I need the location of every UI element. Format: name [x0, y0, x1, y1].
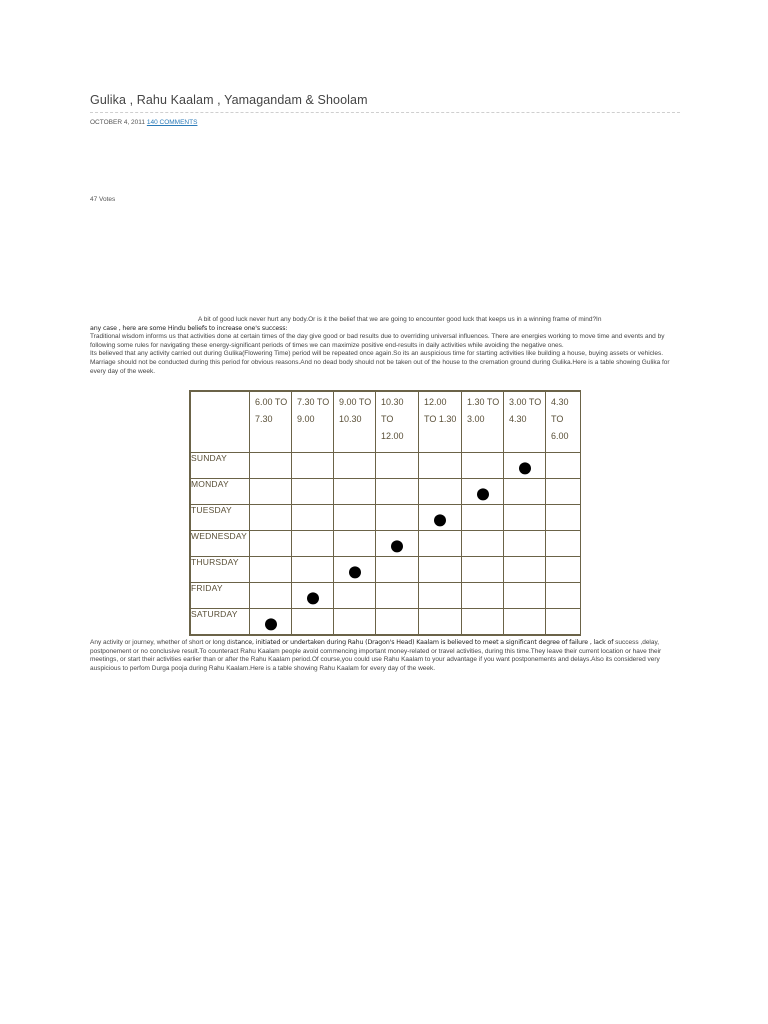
gulika-marker	[434, 514, 446, 526]
time-slot-header: 12.00 TO 1.30	[424, 397, 457, 424]
rahu-text-rest: success ,delay, postponement or no conclusive result.To counteract Rahu Kaalam people avoid commencing important money-related or travel activities, during this time.They leave their current location or have their meetings, or start their activities earlier than or after the Rahu Kaalam period.Of course,you could use Rahu Kaalam to your advantage if you want postponements and delays.Also its considered very auspicious to perfom Durga pooja during Rahu Kaalam.Here is a table showing Rahu Kaalam for every day of the week.	[90, 639, 662, 672]
table-row	[191, 479, 581, 505]
table-cell	[292, 453, 334, 479]
table-cell	[376, 609, 419, 635]
day-label: SATURDAY	[191, 609, 250, 635]
table-row	[191, 557, 581, 583]
table-cell	[250, 453, 292, 479]
table-cell	[419, 505, 462, 531]
table-cell	[462, 557, 504, 583]
votes-count: 47 Votes	[90, 196, 116, 203]
title-divider	[90, 112, 680, 113]
table-cell	[292, 531, 334, 557]
rahu-section	[90, 639, 680, 673]
table-cell	[546, 479, 581, 505]
day-label: FRIDAY	[191, 583, 250, 609]
gulika-marker	[477, 488, 489, 500]
comments-link[interactable]: 140 COMMENTS	[146, 119, 198, 126]
table-cell	[334, 453, 376, 479]
table-cell	[292, 609, 334, 635]
table-cell	[546, 531, 581, 557]
table-cell	[334, 505, 376, 531]
table-cell	[504, 531, 546, 557]
rahu-bold-run: tance, initiated or undertaken during Rahu (Dragon's Head) Kaalam is believed to meet a significant degree of failure , lack of	[235, 639, 614, 646]
rahu-text-start: Any activity or journey, whether of short or long dis	[90, 639, 236, 646]
table-cell	[504, 583, 546, 609]
table-cell	[504, 557, 546, 583]
intro-section	[90, 316, 680, 376]
table-row	[191, 505, 581, 531]
intro-lead: A bit of good luck never hurt any body.Or is it the belief that we are going to encounter good luck that keeps us in a winning frame of mind?In	[198, 316, 602, 323]
table-cell	[419, 531, 462, 557]
table-cell	[462, 609, 504, 635]
table-cell	[250, 609, 292, 635]
table-cell	[334, 583, 376, 609]
table-cell	[419, 609, 462, 635]
time-slot-header: 9.00 TO 10.30	[339, 397, 372, 424]
table-cell	[334, 609, 376, 635]
post-date: OCTOBER 4, 2011	[90, 119, 146, 126]
post-meta	[90, 119, 197, 126]
table-cell	[250, 583, 292, 609]
table-cell	[419, 583, 462, 609]
time-slot-header: 3.00 TO 4.30	[509, 397, 542, 424]
table-cell	[504, 609, 546, 635]
table-row	[191, 609, 581, 635]
table-cell	[292, 557, 334, 583]
table-cell	[376, 453, 419, 479]
table-cell	[462, 479, 504, 505]
table-cell	[250, 531, 292, 557]
table-cell	[376, 557, 419, 583]
table-cell	[546, 505, 581, 531]
table-row	[191, 583, 581, 609]
table-cell	[546, 583, 581, 609]
table-cell	[334, 479, 376, 505]
day-label: MONDAY	[191, 479, 250, 505]
table-cell	[292, 479, 334, 505]
day-label: WEDNESDAY	[191, 531, 250, 557]
table-cell	[419, 453, 462, 479]
time-slot-header: 10.30 TO 12.00	[381, 397, 404, 441]
table-cell	[504, 505, 546, 531]
table-corner-cell	[191, 392, 250, 453]
time-slot-header: 7.30 TO 9.00	[297, 397, 330, 424]
table-cell	[334, 557, 376, 583]
table-cell	[462, 453, 504, 479]
table-cell	[292, 583, 334, 609]
table-cell	[250, 505, 292, 531]
table-cell	[292, 505, 334, 531]
table-cell	[419, 557, 462, 583]
gulika-marker	[391, 540, 403, 552]
table-cell	[504, 453, 546, 479]
table-cell	[462, 531, 504, 557]
table-row	[191, 531, 581, 557]
table-cell	[462, 583, 504, 609]
table-cell	[504, 479, 546, 505]
table-cell	[376, 531, 419, 557]
day-label: SUNDAY	[191, 453, 250, 479]
table-cell	[376, 505, 419, 531]
table-cell	[250, 479, 292, 505]
table-cell	[419, 479, 462, 505]
table-cell	[462, 505, 504, 531]
intro-paragraph-2: Its believed that any activity carried out during Gulika(Flowering Time) period will be repeated once again.So its an auspicious time for starting activities like building a house, buying assets or vehicles. Marriage should not be conducted during this period for obvious reasons.And no dead body should not be taken out of the house to the cremation ground during Gulika.Here is a table showing Gulika for every day of the week.	[90, 350, 670, 375]
time-slot-header: 1.30 TO 3.00	[467, 397, 500, 424]
time-slot-header: 4.30 TO 6.00	[551, 397, 569, 441]
table-cell	[250, 557, 292, 583]
table-cell	[334, 531, 376, 557]
table-cell	[376, 479, 419, 505]
gulika-marker	[265, 618, 277, 630]
time-slot-header: 6.00 TO 7.30	[255, 397, 288, 424]
day-label: TUESDAY	[191, 505, 250, 531]
table-cell	[546, 609, 581, 635]
intro-bold-line: any case , here are some Hindu beliefs to increase one's success:	[90, 324, 288, 332]
day-label: THURSDAY	[191, 557, 250, 583]
table-cell	[376, 583, 419, 609]
gulika-table	[189, 390, 581, 636]
table-header-row	[191, 392, 581, 453]
gulika-marker	[349, 566, 361, 578]
gulika-marker	[519, 462, 531, 474]
table-cell	[546, 557, 581, 583]
table-cell	[546, 453, 581, 479]
gulika-marker	[307, 592, 319, 604]
post-title: Gulika , Rahu Kaalam , Yamagandam & Shoolam	[90, 93, 368, 107]
table-row	[191, 453, 581, 479]
intro-paragraph-1: Traditional wisdom informs us that activities done at certain times of the day give good or bad results due to overriding universal influences. There are energies working to move time and events and by following some rules for navigating these energy-significant periods of times we can maximize positive end-results in daily activities while avoiding the negative ones.	[90, 333, 665, 349]
